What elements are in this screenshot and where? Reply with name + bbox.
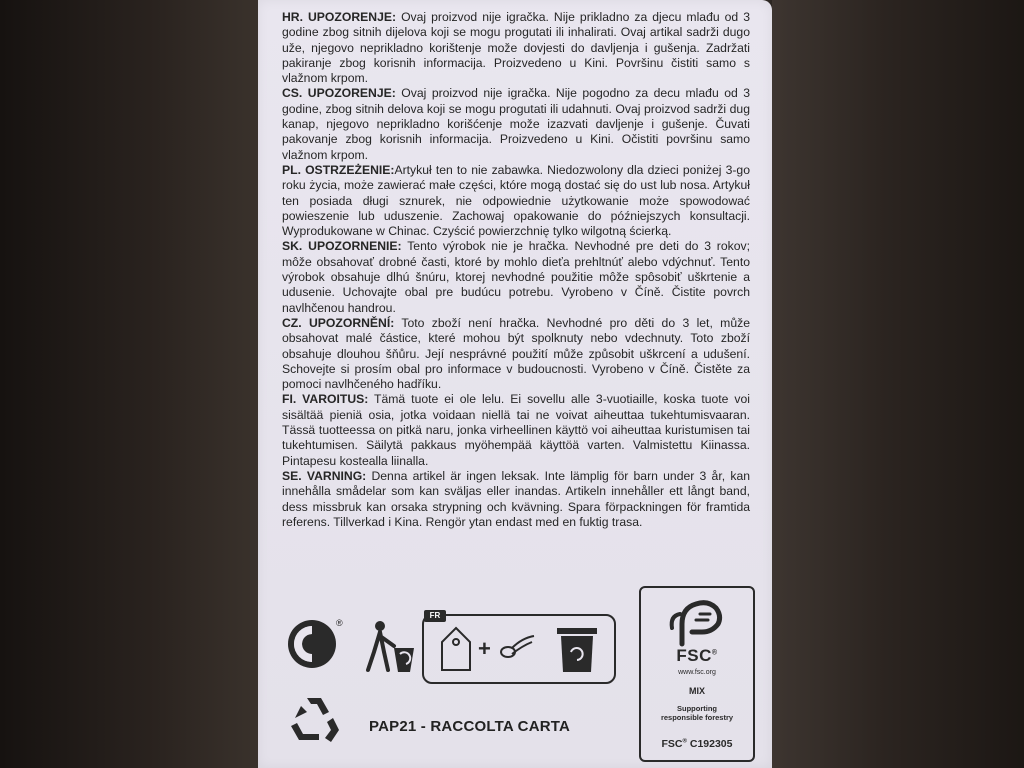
warning-label: SK. UPOZORNENIE:: [282, 239, 402, 254]
fsc-code-prefix: FSC: [661, 738, 683, 750]
fsc-tree-icon: [662, 594, 728, 648]
plus-sign: +: [478, 636, 491, 661]
warning-body: Tento výrobok nie je hračka. Nevhodné pre deti do 3 rokov; môže obsahovať drobné časti, ktoré by mohlo dieťa prehltnúť alebo vdýchnuť. Tento výrobok obsahuje dlhú šnúru, ktorej nevhodné použitie môže spôsobiť uškrtenie a udusenie. Uchovajte obal pre budúcu potrebu. Vyrobeno v Číně. Čistite povrch navlhčenou handrou.: [282, 239, 750, 315]
warning-body: Ovaj proizvod nije igračka. Nije prikladno za djecu mlađu od 3 godine zbog sitnih dijelova koji se mogu progutati ili inhalirati. Ovaj artikal sadrži dugo uže, njegovo neprikladno korištenje može dovjesti do davljenja i gušenja. Zadržati pakiranje zbog korisnih informacija. Proizvedeno u Kini. Površinu čistiti samo s vlažnom krpom.: [282, 10, 750, 86]
fsc-supporting-line2: responsible forestry: [660, 713, 734, 722]
tag-icon: [438, 626, 474, 674]
warning-body: Denna artikel är ingen leksak. Inte lämplig för barn under 3 år, kan innehålla smådelar som kan sväljas eller inandas. Artikeln innehåller ett långt band, dess missbruk kan orsaka strypning och kvävning. Spara förpackningen för framtida referens. Tillverkad i Kina. Rengör ytan endast med en fuktig trasa.: [282, 468, 750, 529]
warning-pl: [282, 163, 750, 239]
fsc-supporting-text: [639, 704, 755, 722]
string-icon: [498, 632, 538, 664]
fsc-code-registered: ®: [682, 738, 687, 745]
background-right: [772, 0, 1024, 768]
fsc-supporting-line1: Supporting: [677, 704, 717, 713]
warning-se: [282, 469, 750, 530]
warning-label: CS. UPOZORENJE:: [282, 86, 396, 101]
green-dot-icon: [286, 618, 338, 670]
fsc-mix: MIX: [688, 686, 705, 696]
warning-label: HR. UPOZORENJE:: [282, 10, 397, 24]
warnings-text: [282, 10, 750, 530]
fsc-registered-mark: ®: [711, 649, 718, 657]
tidyman-icon: [360, 618, 418, 674]
fsc-name: [639, 646, 755, 666]
background-left: [0, 0, 260, 768]
fsc-code-number: C192305: [689, 738, 733, 750]
warning-cz: [282, 316, 750, 392]
warning-body: Tämä tuote ei ole lelu. Ei sovellu alle 3-vuotiaille, koska tuote voi sisältää pieniä osia, jotka voidaan niellä tai ne voivat aiheuttaa tukehtumisvaaran. Tässä tuotteessa on pitkä naru, jonka virheellinen käyttö voi aiheuttaa kuristumisen tai tukehtumisen. Säilytä pakkaus myöhempää käyttöä varten. Valmistettu Kiinassa. Pintapesu kostealla liinalla.: [282, 392, 750, 468]
warning-fi: [282, 392, 750, 468]
warning-hr: [282, 10, 750, 86]
warning-body: Toto zboží není hračka. Nevhodné pro děti do 3 let, může obsahovat malé částice, které mohou být spolknuty nebo vdechnuty. Toto zboží obsahuje dlouhou šňůru. Její nesprávné použití může způsobit uškrcení a udušení. Schovejte si prosím obal pro informace v budoucnosti. Vyrobeno v Číně. Čistěte za pomoci navlhčeného hadříku.: [282, 315, 750, 392]
bin-icon: [555, 624, 599, 674]
fsc-url: www.fsc.org: [678, 669, 716, 676]
warning-body: Ovaj proizvod nije igračka. Nije pogodno za decu mlađu od 3 godine, zbog sitnih delova koji se mogu progutati ili udahnuti. Ovaj proizvod sadrži dug kanap, njegovo neprikladno korišćenje može izazvati davljenje i gušenje. Čuvati pakovanje zbog korisnih informacija. Proizvedeno u Kini. Očistiti površinu samo vlažnom krpom.: [282, 86, 750, 162]
fr-label: FR: [424, 610, 446, 622]
warning-label: SE. VARNING:: [282, 468, 367, 483]
fsc-license-code: [639, 738, 755, 750]
warning-label: CZ. UPOZORNĚNÍ:: [282, 315, 395, 330]
warning-label: PL. OSTRZEŻENIE:: [282, 162, 395, 177]
warning-label: FI. VAROITUS:: [282, 392, 369, 407]
registered-mark: ®: [336, 618, 343, 628]
pap-label: PAP21 - RACCOLTA CARTA: [369, 718, 571, 735]
warning-body: Artykuł ten to nie zabawka. Niedozwolony dla dzieci poniżej 3-go roku życia, może zawierać małe części, które mogą dostać się do ust lub nosa. Artykuł ten posiada długi sznurek, nie odpowiednie użytkowanie może spowodować powieszenie lub uduszenie. Zachowaj opakowanie do późniejszych konsultacji. Wyprodukowane w Chinac. Czyścić powierzchnię tylko wilgotną ścierką.: [282, 162, 750, 239]
recycle-icon: [285, 692, 343, 746]
warning-sk: [282, 239, 750, 315]
warning-cs: [282, 86, 750, 162]
fsc-name-text: FSC: [676, 646, 712, 665]
